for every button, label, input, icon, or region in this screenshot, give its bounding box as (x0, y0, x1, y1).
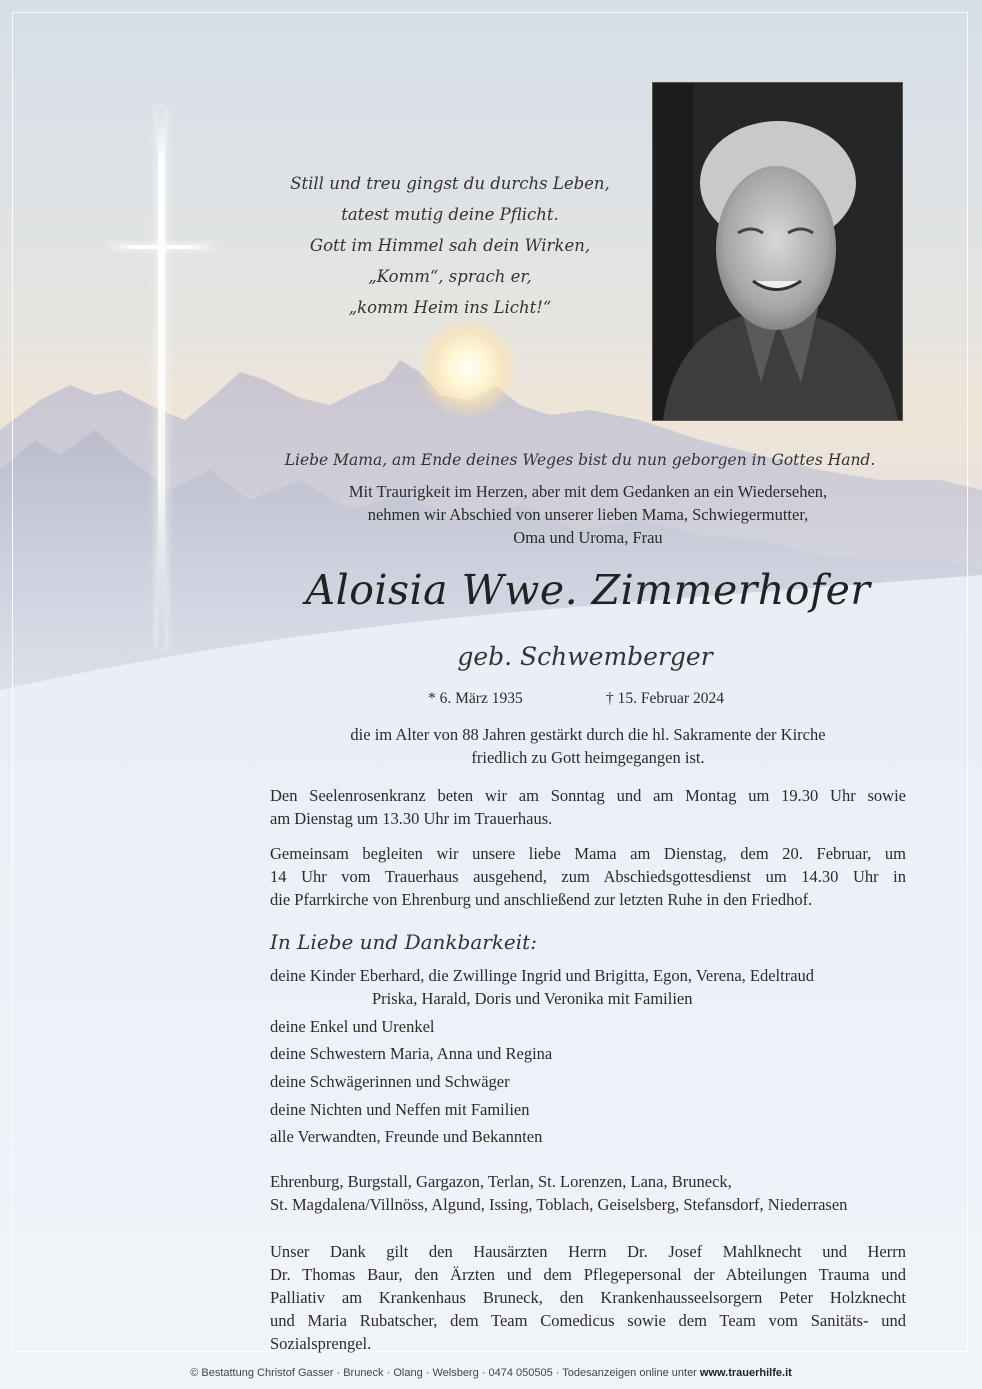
places-line: St. Magdalena/Villnöss, Algund, Issing, Toblach, Geiselsberg, Stefansdorf, Niederrasen (270, 1195, 848, 1214)
farewell-script-line: Liebe Mama, am Ende deines Weges bist du nun geborgen in Gottes Hand. (284, 451, 876, 469)
light-cross-icon (158, 108, 165, 648)
family-line: deine Enkel und Urenkel (270, 1017, 435, 1036)
family-line: deine Nichten und Neffen mit Familien (270, 1100, 530, 1119)
family-line: deine Schwestern Maria, Anna und Regina (270, 1044, 553, 1063)
sun (418, 318, 518, 418)
places-paragraph (270, 1170, 906, 1216)
light-cross-bar (108, 245, 216, 249)
age-line: die im Alter von 88 Jahren gestärkt durch die hl. Sakramente der Kirche (350, 725, 826, 744)
funeral-line: Gemeinsam begleiten wir unsere liebe Mama am Dienstag, dem 20. Februar, um (270, 844, 906, 863)
poem-line: Still und treu gingst du durchs Leben, (290, 174, 610, 193)
thanks-line: Palliativ am Krankenhaus Bruneck, den Krankenhausseelsorgern Peter Holzknecht (270, 1288, 906, 1307)
rosary-line: Den Seelenrosenkranz beten wir am Sonntag und am Montag um 19.30 Uhr sowie (270, 786, 906, 805)
thanks-line: und Maria Rubatscher, dem Team Comedicus sowie dem Team vom Sanitäts- und (270, 1311, 906, 1330)
intro-line: nehmen wir Abschied von unserer lieben Mama, Schwiegermutter, (367, 505, 809, 524)
funeral-line: die Pfarrkirche von Ehrenburg und anschließend zur letzten Ruhe in den Friedhof. (270, 890, 813, 909)
funeral-line: 14 Uhr vom Trauerhaus ausgehend, zum Abschiedsgottesdienst um 14.30 Uhr in (270, 867, 906, 886)
intro-text (270, 480, 906, 549)
rosary-paragraph (270, 784, 906, 830)
age-line: friedlich zu Gott heimgegangen ist. (471, 748, 705, 767)
places-line: Ehrenburg, Burgstall, Gargazon, Terlan, St. Lorenzen, Lana, Bruneck, (270, 1172, 732, 1191)
family-line: Priska, Harald, Doris und Veronika mit Familien (372, 989, 693, 1008)
poem-line: Gott im Himmel sah dein Wirken, (309, 236, 591, 255)
portrait-photo (653, 83, 902, 420)
intro-line: Mit Traurigkeit im Herzen, aber mit dem Gedanken an ein Wiedersehen, (348, 482, 828, 501)
footer (0, 1367, 982, 1379)
rosary-line: am Dienstag um 13.30 Uhr im Trauerhaus. (270, 809, 553, 828)
family-line: deine Schwägerinnen und Schwäger (270, 1072, 510, 1091)
family-line: deine Kinder Eberhard, die Zwillinge Ingrid und Brigitta, Egon, Verena, Edeltraud (270, 966, 815, 985)
footer-text: © Bestattung Christof Gasser · Bruneck · Olang · Welsberg · 0474 050505 · Todesanzeigen online unter (190, 1367, 700, 1379)
poem-line: tatest mutig deine Pflicht. (341, 205, 559, 224)
thanks-line: Dr. Thomas Baur, den Ärzten und dem Pflegepersonal der Abteilungen Trauma und (270, 1265, 906, 1284)
funeral-paragraph (270, 842, 906, 911)
poem (270, 168, 630, 323)
footer-link[interactable]: www.trauerhilfe.it (699, 1367, 792, 1379)
thanks-line: Unser Dank gilt den Hausärzten Herrn Dr. Josef Mahlknecht und Herrn (270, 1242, 906, 1261)
death-date: † 15. Februar 2024 (606, 690, 724, 707)
age-text (270, 723, 906, 769)
birth-date: * 6. März 1935 (428, 690, 523, 707)
thanks-paragraph (270, 1240, 906, 1355)
family-line: alle Verwandten, Freunde und Bekannten (270, 1127, 543, 1146)
thanks-line: Sozialsprengel. (270, 1334, 372, 1353)
love-heading: In Liebe und Dankbarkeit: (270, 930, 537, 954)
maiden-name: geb. Schwemberger (457, 642, 713, 671)
intro-line: Oma und Uroma, Frau (513, 528, 663, 547)
poem-line: „komm Heim ins Licht!“ (348, 298, 552, 317)
poem-line: „Komm“, sprach er, (368, 267, 532, 286)
deceased-name: Aloisia Wwe. Zimmerhofer (305, 566, 871, 614)
